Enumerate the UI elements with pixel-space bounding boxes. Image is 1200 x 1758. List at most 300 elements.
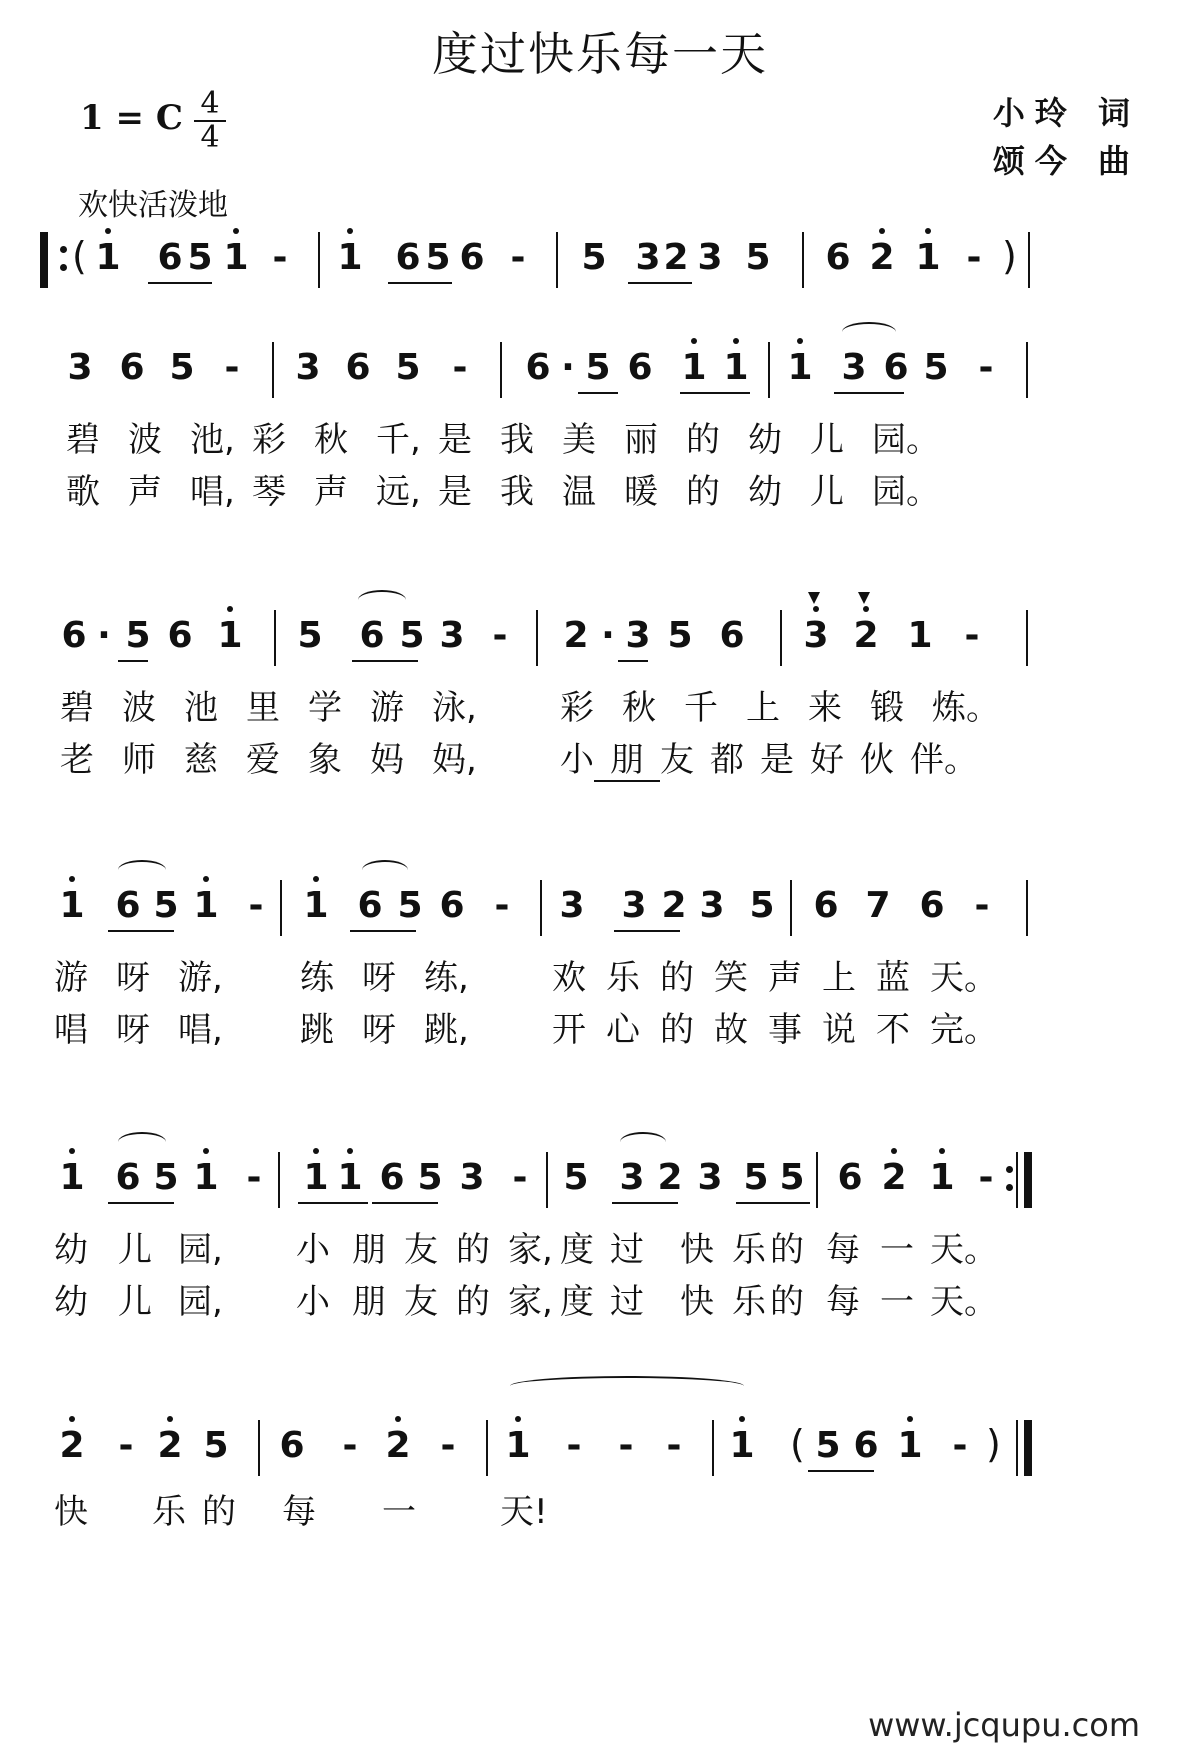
bar-line: [712, 1420, 714, 1476]
bar-line: [790, 880, 792, 936]
lyric-syllable: 快: [680, 1282, 714, 1322]
lyric-syllable: 园。: [872, 472, 940, 512]
note: -: [512, 1157, 528, 1198]
lyric-syllable: 妈: [370, 740, 404, 780]
underline-beam: [108, 1202, 174, 1204]
lyric-syllable: 是: [438, 420, 472, 460]
note: 5: [187, 237, 213, 278]
underline-beam: [612, 1202, 678, 1204]
lyric-syllable: 我: [500, 420, 534, 460]
note: 2: [563, 615, 589, 656]
underline-beam: [628, 282, 692, 284]
lyric-syllable: 爱: [246, 740, 280, 780]
lyric-syllable: 快: [54, 1492, 88, 1532]
note: 6: [157, 237, 183, 278]
paren-close: ): [986, 1422, 1001, 1466]
lyric-syllable: 上: [822, 958, 856, 998]
paren-open: (: [790, 1422, 805, 1466]
lyric-syllable: 笑: [714, 958, 748, 998]
note: -: [494, 885, 510, 926]
lyric-syllable: 妈,: [432, 740, 477, 780]
note: -: [966, 237, 982, 278]
note: 6: [525, 347, 551, 388]
note: 6: [837, 1157, 863, 1198]
note: 5: [397, 885, 423, 926]
lyric-syllable: 学: [308, 688, 342, 728]
underline-beam: [618, 660, 648, 662]
note: 5: [923, 347, 949, 388]
note: 3: [295, 347, 321, 388]
repeat-start-bar: [40, 232, 48, 288]
lyric-syllable: 锻: [870, 688, 904, 728]
lyric-syllable: 每: [826, 1282, 860, 1322]
lyric-syllable: 朋: [352, 1230, 386, 1270]
lyric-syllable: 说: [822, 1010, 856, 1050]
underline-beam: [594, 780, 660, 782]
lyric-syllable: 伙: [860, 740, 894, 780]
lyric-syllable: 呀: [116, 958, 150, 998]
lyric-syllable: 炼。: [932, 688, 1000, 728]
lyric-syllable: 欢: [552, 958, 586, 998]
note: -: [978, 347, 994, 388]
note: 5: [563, 1157, 589, 1198]
note: -: [440, 1425, 456, 1466]
note: -: [964, 615, 980, 656]
note: 6: [853, 1425, 879, 1466]
page-title: 度过快乐每一天: [432, 27, 768, 81]
bar-line: [274, 610, 276, 666]
lyric-syllable: 声: [128, 472, 162, 512]
bar-line: [280, 880, 282, 936]
lyric-syllable: 的: [686, 472, 720, 512]
accent-mark: [808, 592, 820, 604]
slur-tie: [118, 1132, 166, 1152]
note: 2: [52, 1426, 92, 1466]
lyric-syllable: 友: [404, 1230, 438, 1270]
bar-line: [546, 1152, 548, 1208]
note: 1: [716, 348, 756, 388]
lyric-syllable: 碧: [66, 420, 100, 460]
note: 7: [865, 885, 891, 926]
note: 1: [210, 616, 250, 656]
note: 6: [813, 885, 839, 926]
lyric-syllable: 完。: [930, 1010, 998, 1050]
lyric-syllable: 友: [660, 740, 694, 780]
bar-line: [780, 610, 782, 666]
note: ·: [601, 615, 615, 656]
accent-mark: [858, 592, 870, 604]
note: 6: [439, 885, 465, 926]
note: 2: [874, 1158, 914, 1198]
lyric-syllable: 彩: [252, 420, 286, 460]
lyric-syllable: 朋: [352, 1282, 386, 1322]
underline-beam: [388, 282, 452, 284]
lyric-syllable: 呀: [362, 1010, 396, 1050]
note: 1: [907, 615, 933, 656]
lyric-syllable: 丽: [624, 420, 658, 460]
lyric-syllable: 唱,: [190, 472, 235, 512]
note: 5: [395, 347, 421, 388]
bar-line: [500, 342, 502, 398]
note: 6: [167, 615, 193, 656]
note: -: [272, 237, 288, 278]
note: 3: [699, 885, 725, 926]
lyric-syllable: 温: [562, 472, 596, 512]
repeat-dot: [1006, 1166, 1013, 1173]
lyric-syllable: 千,: [376, 420, 421, 460]
note: 5: [399, 615, 425, 656]
note: 1: [722, 1426, 762, 1466]
note: 1: [330, 1158, 370, 1198]
underline-beam: [350, 930, 416, 932]
note: 6: [345, 347, 371, 388]
bar-line: [258, 1420, 260, 1476]
lyric-syllable: 快: [680, 1230, 714, 1270]
note: 6: [115, 1157, 141, 1198]
lyric-syllable: 每: [826, 1230, 860, 1270]
lyric-syllable: 天。: [930, 1282, 998, 1322]
note: -: [978, 1157, 994, 1198]
note: -: [974, 885, 990, 926]
lyric-syllable: 声: [768, 958, 802, 998]
note: 6: [379, 1157, 405, 1198]
lyric-syllable: 游: [370, 688, 404, 728]
lyric-syllable: 是: [760, 740, 794, 780]
lyric-syllable: 老: [60, 740, 94, 780]
composer-credit: 颂今 曲: [992, 142, 1140, 180]
note: 5: [153, 1157, 179, 1198]
repeat-dot: [60, 246, 67, 253]
note: 1: [52, 1158, 92, 1198]
note: 5: [815, 1425, 841, 1466]
note: -: [246, 1157, 262, 1198]
lyric-syllable: 的: [660, 958, 694, 998]
note: 6: [919, 885, 945, 926]
note: 1: [296, 886, 336, 926]
lyric-syllable: 过: [610, 1230, 644, 1270]
lyric-syllable: 乐: [732, 1282, 766, 1322]
lyric-syllable: 远,: [376, 472, 421, 512]
lyricist-credit: 小玲 词: [992, 94, 1140, 132]
note: -: [342, 1425, 358, 1466]
paren-close: ): [1002, 234, 1017, 278]
note: 5: [745, 237, 771, 278]
note: -: [510, 237, 526, 278]
bar-line: [1026, 342, 1028, 398]
bar-line: [278, 1152, 280, 1208]
lyric-syllable: 朋: [610, 740, 644, 780]
bar-line: [556, 232, 558, 288]
note: 5: [125, 615, 151, 656]
lyric-syllable: 游: [54, 958, 88, 998]
note: -: [452, 347, 468, 388]
note: 1: [330, 238, 370, 278]
lyric-syllable: 的: [660, 1010, 694, 1050]
lyric-syllable: 波: [122, 688, 156, 728]
note: 5: [153, 885, 179, 926]
note: 6: [395, 237, 421, 278]
lyric-syllable: 美: [562, 420, 596, 460]
note: 5: [749, 885, 775, 926]
lyric-syllable: 游,: [178, 958, 223, 998]
lyric-syllable: 千: [684, 688, 718, 728]
key-signature: 1 = C: [80, 98, 183, 138]
lyric-syllable: 幼: [748, 472, 782, 512]
lyric-syllable: 幼: [748, 420, 782, 460]
lyric-syllable: 故: [714, 1010, 748, 1050]
note: 1: [296, 1158, 336, 1198]
slur-tie: [362, 860, 408, 880]
lyric-syllable: 小: [296, 1230, 330, 1270]
slur-tie: [510, 1376, 744, 1396]
lyric-syllable: 跳,: [424, 1010, 469, 1050]
lyric-syllable: 好: [810, 740, 844, 780]
lyric-syllable: 儿: [118, 1230, 152, 1270]
lyric-syllable: 一: [880, 1230, 914, 1270]
note: 1: [498, 1426, 538, 1466]
slur-tie: [620, 1132, 666, 1152]
lyric-syllable: 开: [552, 1010, 586, 1050]
note: 5: [779, 1157, 805, 1198]
note: 6: [825, 237, 851, 278]
underline-beam: [834, 392, 904, 394]
lyric-syllable: 都: [710, 740, 744, 780]
lyric-syllable: 的: [456, 1230, 490, 1270]
note: 3: [697, 237, 723, 278]
lyric-syllable: 儿: [118, 1282, 152, 1322]
lyric-syllable: 彩: [560, 688, 594, 728]
note: 6: [119, 347, 145, 388]
bar-line: [536, 610, 538, 666]
lyric-syllable: 里: [246, 688, 280, 728]
bar-line: [1026, 880, 1028, 936]
note: 5: [297, 615, 323, 656]
repeat-dot: [60, 264, 67, 271]
note: 1: [674, 348, 714, 388]
note: 1: [890, 1426, 930, 1466]
note: 3: [459, 1157, 485, 1198]
underline-beam: [108, 930, 174, 932]
note: 3: [697, 1157, 723, 1198]
lyric-syllable: 池,: [190, 420, 235, 460]
lyric-syllable: 师: [122, 740, 156, 780]
lyric-syllable: 事: [768, 1010, 802, 1050]
bar-line: [802, 232, 804, 288]
lyric-syllable: 的: [456, 1282, 490, 1322]
underline-beam: [578, 392, 618, 394]
note: 6: [627, 347, 653, 388]
bar-line: [318, 232, 320, 288]
lyric-syllable: 园。: [872, 420, 940, 460]
meter-bottom: 4: [200, 120, 220, 155]
lyric-syllable: 上: [746, 688, 780, 728]
lyric-syllable: 心: [606, 1010, 640, 1050]
lyric-syllable: 幼: [54, 1230, 88, 1270]
lyric-syllable: 幼: [54, 1282, 88, 1322]
bar-line: [1016, 1420, 1018, 1476]
lyric-syllable: 唱: [54, 1010, 88, 1050]
underline-beam: [352, 660, 418, 662]
note: -: [492, 615, 508, 656]
lyric-syllable: 歌: [66, 472, 100, 512]
bar-line: [1026, 610, 1028, 666]
note: 1: [186, 886, 226, 926]
lyric-syllable: 度: [560, 1282, 594, 1322]
lyric-syllable: 的: [770, 1282, 804, 1322]
final-bar: [1024, 1420, 1032, 1476]
bar-line: [272, 342, 274, 398]
note: 5: [169, 347, 195, 388]
note: 6: [459, 237, 485, 278]
meter-top: 4: [200, 86, 220, 121]
bar-line: [486, 1420, 488, 1476]
lyric-syllable: 泳,: [432, 688, 477, 728]
note: 6: [883, 347, 909, 388]
note: 1: [780, 348, 820, 388]
lyric-syllable: 过: [610, 1282, 644, 1322]
lyric-syllable: 碧: [60, 688, 94, 728]
lyric-syllable: 的: [770, 1230, 804, 1270]
note: 3: [841, 347, 867, 388]
repeat-end-bar: [1024, 1152, 1032, 1208]
underline-beam: [118, 660, 148, 662]
note: 1: [186, 1158, 226, 1198]
repeat-dot: [1006, 1184, 1013, 1191]
lyric-syllable: 园,: [178, 1282, 223, 1322]
lyric-syllable: 练,: [424, 958, 469, 998]
lyric-syllable: 园,: [178, 1230, 223, 1270]
lyric-syllable: 儿: [810, 420, 844, 460]
note: -: [952, 1425, 968, 1466]
paren-open: (: [72, 234, 87, 278]
note: 1: [88, 238, 128, 278]
note: 2: [846, 616, 886, 656]
note: 6: [357, 885, 383, 926]
lyric-syllable: 每: [282, 1492, 316, 1532]
site-watermark: www.jcqupu.com: [868, 1706, 1140, 1744]
lyric-syllable: 波: [128, 420, 162, 460]
note: 3: [67, 347, 93, 388]
note: 5: [667, 615, 693, 656]
lyric-syllable: 不: [876, 1010, 910, 1050]
slur-tie: [118, 860, 166, 880]
lyric-syllable: 乐: [732, 1230, 766, 1270]
note: 3: [559, 885, 585, 926]
lyric-syllable: 琴: [252, 472, 286, 512]
bar-line: [816, 1152, 818, 1208]
note: 6: [719, 615, 745, 656]
lyric-syllable: 慈: [184, 740, 218, 780]
lyric-syllable: 小: [560, 740, 594, 780]
note: 2: [663, 237, 689, 278]
bar-line: [540, 880, 542, 936]
underline-beam: [372, 1202, 438, 1204]
lyric-syllable: 秋: [622, 688, 656, 728]
note: 3: [796, 616, 836, 656]
underline-beam: [614, 930, 680, 932]
lyric-syllable: 一: [382, 1492, 416, 1532]
lyric-syllable: 蓝: [876, 958, 910, 998]
lyric-syllable: 天。: [930, 1230, 998, 1270]
bar-line: [768, 342, 770, 398]
note: 3: [635, 237, 661, 278]
note: 3: [439, 615, 465, 656]
note: 6: [115, 885, 141, 926]
note: 6: [279, 1425, 305, 1466]
note: -: [618, 1425, 634, 1466]
bar-line: [1028, 232, 1030, 288]
note: 2: [378, 1426, 418, 1466]
note: 5: [581, 237, 607, 278]
note: ·: [561, 347, 575, 388]
note: ·: [97, 615, 111, 656]
note: 1: [52, 886, 92, 926]
note: 3: [625, 615, 651, 656]
lyric-syllable: 家,: [508, 1282, 553, 1322]
lyric-syllable: 暖: [624, 472, 658, 512]
note: 5: [585, 347, 611, 388]
time-signature: [190, 88, 230, 154]
lyric-syllable: 伴。: [910, 740, 978, 780]
lyric-syllable: 友: [404, 1282, 438, 1322]
lyric-syllable: 一: [880, 1282, 914, 1322]
note: 2: [862, 238, 902, 278]
lyric-syllable: 练: [300, 958, 334, 998]
lyric-syllable: 的: [686, 420, 720, 460]
lyric-syllable: 来: [808, 688, 842, 728]
underline-beam: [736, 1202, 810, 1204]
underline-beam: [298, 1202, 368, 1204]
lyric-syllable: 家,: [508, 1230, 553, 1270]
lyric-syllable: 声: [314, 472, 348, 512]
lyric-syllable: 是: [438, 472, 472, 512]
lyric-syllable: 乐: [606, 958, 640, 998]
note: 2: [150, 1426, 190, 1466]
note: 1: [908, 238, 948, 278]
note: 2: [661, 885, 687, 926]
note: -: [666, 1425, 682, 1466]
lyric-syllable: 呀: [362, 958, 396, 998]
note: -: [566, 1425, 582, 1466]
note: 2: [657, 1157, 683, 1198]
note: 1: [216, 238, 256, 278]
lyric-syllable: 乐: [152, 1492, 186, 1532]
underline-beam: [148, 282, 212, 284]
note: 5: [203, 1425, 229, 1466]
lyric-syllable: 天!: [500, 1492, 548, 1532]
underline-beam: [808, 1470, 874, 1472]
note: -: [248, 885, 264, 926]
note: 5: [743, 1157, 769, 1198]
lyric-syllable: 我: [500, 472, 534, 512]
bar-line: [1016, 1152, 1018, 1208]
lyric-syllable: 度: [560, 1230, 594, 1270]
slur-tie: [358, 590, 406, 610]
slur-tie: [842, 322, 896, 342]
lyric-syllable: 天。: [930, 958, 998, 998]
note: -: [224, 347, 240, 388]
lyric-syllable: 呀: [116, 1010, 150, 1050]
note: 6: [61, 615, 87, 656]
lyric-syllable: 唱,: [178, 1010, 223, 1050]
note: 1: [922, 1158, 962, 1198]
note: 3: [621, 885, 647, 926]
note: -: [118, 1425, 134, 1466]
lyric-syllable: 的: [202, 1492, 236, 1532]
note: 5: [417, 1157, 443, 1198]
lyric-syllable: 秋: [314, 420, 348, 460]
note: 3: [619, 1157, 645, 1198]
